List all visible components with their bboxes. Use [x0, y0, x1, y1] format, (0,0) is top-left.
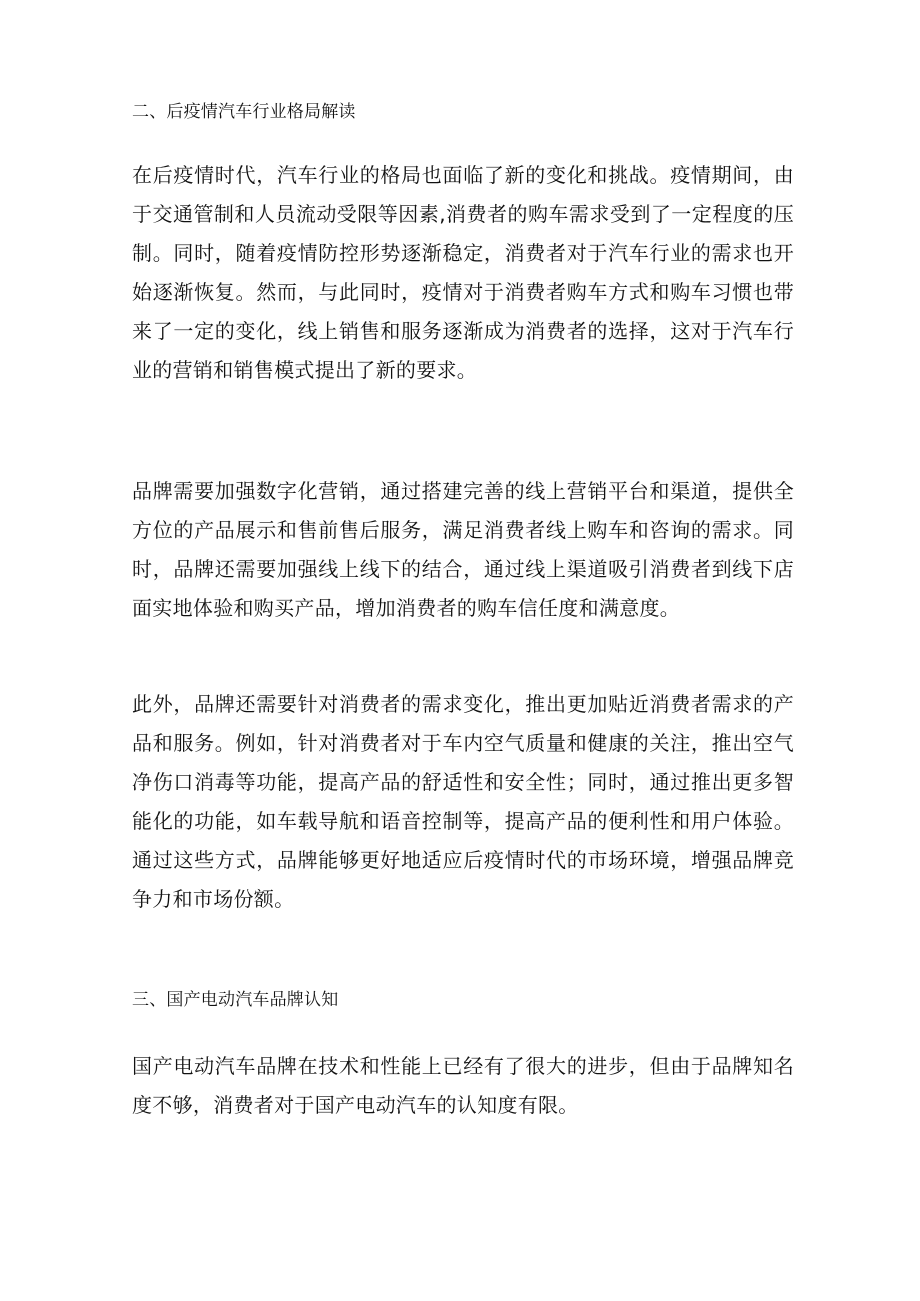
section-heading-2: 二、后疫情汽车行业格局解读 — [132, 102, 356, 122]
paragraph-domestic-ev-awareness: 国产电动汽车品牌在技术和性能上已经有了很大的进步，但由于品牌知名度不够，消费者对于国产电动汽车的认知度有限。 — [132, 1054, 794, 1117]
paragraph-digital-marketing: 品牌需要加强数字化营销，通过搭建完善的线上营销平台和渠道，提供全方位的产品展示和售前售后服务，满足消费者线上购车和咨询的需求。同时，品牌还需要加强线上线下的结合，通过线上渠道吸引消费者到线下店面实地体验和购买产品，增加消费者的购车信任度和满意度。 — [132, 479, 794, 620]
paragraph-product-adaptation: 此外，品牌还需要针对消费者的需求变化，推出更加贴近消费者需求的产品和服务。例如，针对消费者对于车内空气质量和健康的关注，推出空气净伤口消毒等功能，提高产品的舒适性和安全性；同时，通过推出更多智能化的功能，如车载导航和语音控制等，提高产品的便利性和用户体验。通过这些方式，品牌能够更好地适应后疫情时代的市场环境，增强品牌竞争力和市场份额。 — [132, 692, 794, 911]
paragraph-post-pandemic-landscape: 在后疫情时代，汽车行业的格局也面临了新的变化和挑战。疫情期间，由于交通管制和人员流动受限等因素,消费者的购车需求受到了一定程度的压制。同时，随着疫情防控形势逐渐稳定，消费者对于汽车行业的需求也开始逐渐恢复。然而，与此同时，疫情对于消费者购车方式和购车习惯也带来了一定的变化，线上销售和服务逐渐成为消费者的选择，这对于汽车行业的营销和销售模式提出了新的要求。 — [132, 163, 794, 382]
section-heading-3: 三、国产电动汽车品牌认知 — [132, 990, 339, 1010]
